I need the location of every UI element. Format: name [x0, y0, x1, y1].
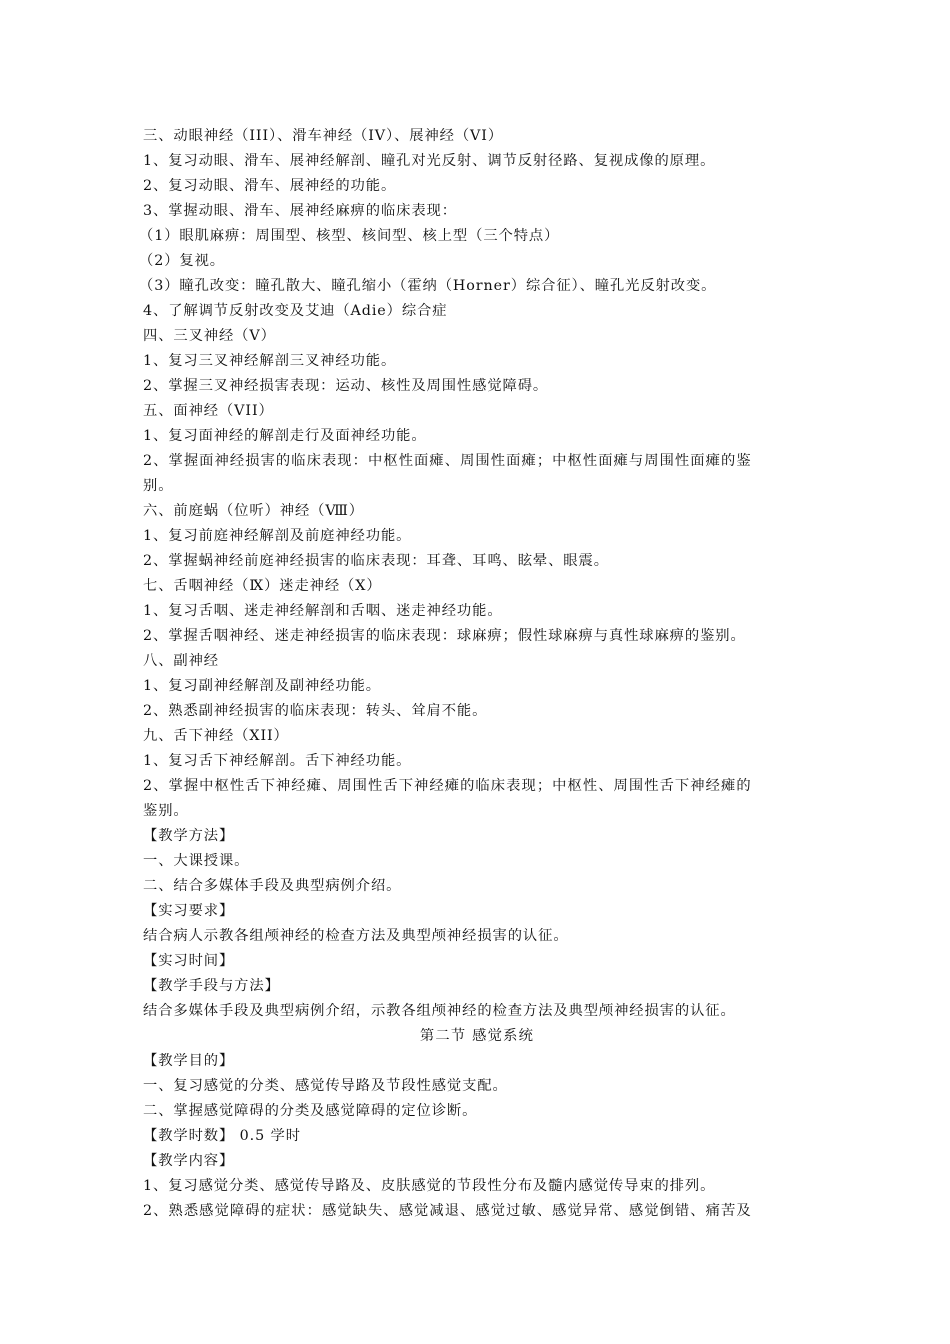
- section-title-sensory-system: 第二节 感觉系统: [419, 1028, 535, 1044]
- text-line: 二、掌握感觉障碍的分类及感觉障碍的定位诊断。: [143, 1103, 478, 1119]
- text-line: 1、复习舌咽、迷走神经解剖和舌咽、迷走神经功能。: [143, 603, 503, 619]
- section-label-teaching-method: 【教学方法】: [143, 828, 235, 844]
- heading-oculomotor-trochlear-abducens: 三、动眼神经（III）、滑车神经（IV）、展神经（VI）: [143, 128, 504, 144]
- text-line: 结合病人示教各组颅神经的检查方法及典型颅神经损害的认征。: [143, 928, 569, 944]
- text-line: （1）眼肌麻痹：周围型、核型、核间型、核上型（三个特点）: [139, 228, 560, 244]
- text-line: 2、掌握面神经损害的临床表现：中枢性面瘫、周围性面瘫；中枢性面瘫与周围性面瘫的鉴: [143, 453, 752, 469]
- text-line: 结合多媒体手段及典型病例介绍，示教各组颅神经的检查方法及典型颅神经损害的认征。: [143, 1003, 736, 1019]
- text-line: 1、复习舌下神经解剖。舌下神经功能。: [143, 753, 412, 769]
- section-label-teaching-hours: 【教学时数】 0.5 学时: [143, 1128, 301, 1144]
- text-line: 别。: [143, 478, 174, 494]
- text-line: 1、复习前庭神经解剖及前庭神经功能。: [143, 528, 412, 544]
- text-line: （3）瞳孔改变：瞳孔散大、瞳孔缩小（霍纳（Horner）综合征）、瞳孔光反射改变。: [139, 278, 717, 294]
- text-line: 2、掌握舌咽神经、迷走神经损害的临床表现：球麻痹；假性球麻痹与真性球麻痹的鉴别。: [143, 628, 746, 644]
- heading-glossopharyngeal-vagus: 七、舌咽神经（Ⅸ）迷走神经（X）: [143, 578, 382, 594]
- text-line: 鉴别。: [143, 803, 189, 819]
- text-line: 2、复习动眼、滑车、展神经的功能。: [143, 178, 397, 194]
- heading-accessory-nerve: 八、副神经: [143, 653, 219, 669]
- text-line: 二、结合多媒体手段及典型病例介绍。: [143, 878, 402, 894]
- text-line: 1、复习副神经解剖及副神经功能。: [143, 678, 381, 694]
- section-label-teaching-means: 【教学手段与方法】: [143, 978, 280, 994]
- text-line: 2、掌握三叉神经损害表现：运动、核性及周围性感觉障碍。: [143, 378, 549, 394]
- document-page: [139, 124, 811, 1224]
- text-line: 2、掌握中枢性舌下神经瘫、周围性舌下神经瘫的临床表现；中枢性、周围性舌下神经瘫的: [143, 778, 752, 794]
- text-line: 一、大课授课。: [143, 853, 250, 869]
- heading-vestibulocochlear: 六、前庭蜗（位听）神经（Ⅷ）: [143, 503, 364, 519]
- text-line: 1、复习面神经的解剖走行及面神经功能。: [143, 428, 427, 444]
- heading-hypoglossal: 九、舌下神经（XII）: [143, 728, 289, 744]
- text-line: 2、熟悉感觉障碍的症状：感觉缺失、感觉减退、感觉过敏、感觉异常、感觉倒错、痛苦及: [143, 1203, 752, 1219]
- heading-facial-nerve: 五、面神经（VII）: [143, 403, 274, 419]
- section-label-practice-requirements: 【实习要求】: [143, 903, 235, 919]
- section-label-teaching-content: 【教学内容】: [143, 1153, 235, 1169]
- section-label-practice-time: 【实习时间】: [143, 953, 235, 969]
- text-line: 1、复习三叉神经解剖三叉神经功能。: [143, 353, 397, 369]
- text-line: 2、掌握蜗神经前庭神经损害的临床表现：耳聋、耳鸣、眩晕、眼震。: [143, 553, 609, 569]
- text-line: 一、复习感觉的分类、感觉传导路及节段性感觉支配。: [143, 1078, 508, 1094]
- text-line: 4、了解调节反射改变及艾迪（Adie）综合症: [143, 303, 448, 319]
- text-line: 3、掌握动眼、滑车、展神经麻痹的临床表现：: [143, 203, 457, 219]
- text-line: （2）复视。: [139, 253, 225, 269]
- text-line: 1、复习感觉分类、感觉传导路及、皮肤感觉的节段性分布及髓内感觉传导束的排列。: [143, 1178, 716, 1194]
- heading-trigeminal: 四、三叉神经（V）: [143, 328, 276, 344]
- text-line: 2、熟悉副神经损害的临床表现：转头、耸肩不能。: [143, 703, 488, 719]
- section-label-teaching-objectives: 【教学目的】: [143, 1053, 235, 1069]
- text-line: 1、复习动眼、滑车、展神经解剖、瞳孔对光反射、调节反射径路、复视成像的原理。: [143, 153, 716, 169]
